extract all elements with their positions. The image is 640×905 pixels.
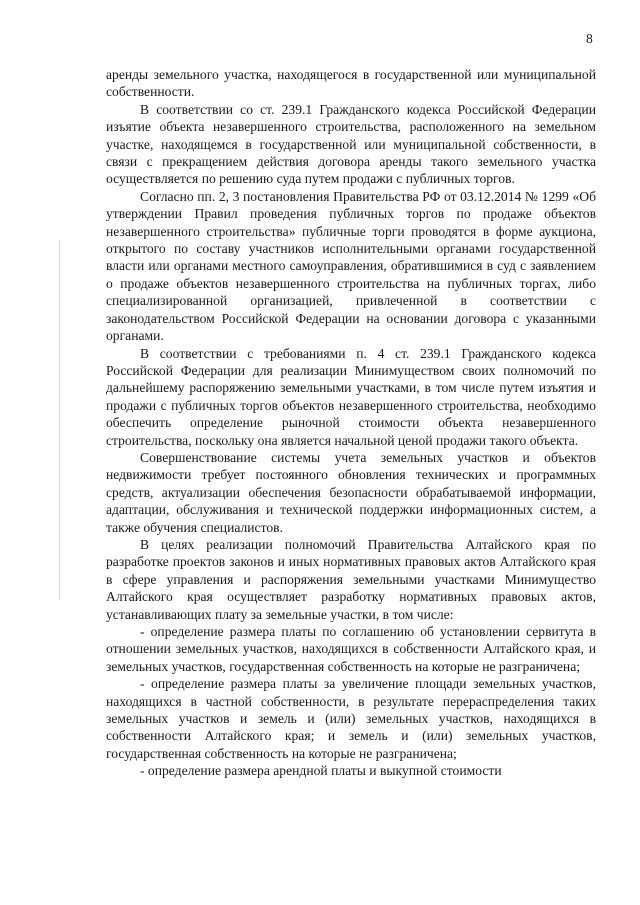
list-item-rent-and-purchase: - определение размера арендной платы и выкупной стоимости — [140, 763, 502, 779]
paragraph-continuation: аренды земельного участка, находящегося в государственной или муниципальной собственности. — [106, 67, 596, 100]
paragraph-article-239-1: В соответствии со ст. 239.1 Гражданского кодекса Российской Федерации изъятие объекта незавершенного строительства, расположенного на земельном участке, находящемся в государственной или муниципальной собственности, в связи с прекращением действия договора аренды такого земельного участка осуществляется по решению суда путем продажи с публичных торгов. — [106, 101, 596, 187]
list-item-area-increase-fee: - определение размера платы за увеличение площади земельных участков, находящихся в частной собственности, в результате перераспределения таких земельных участков и земель и (или) земельных участков, находящихся в собственности Алтайского края; и земель и (или) земельных участков, государственная собственность на которые не разграничена; — [106, 676, 596, 761]
page-number: 8 — [586, 31, 593, 46]
paragraph-resolution-1299: Согласно пп. 2, 3 постановления Правительства РФ от 03.12.2014 № 1299 «Об утверждении Правил проведения публичных торгов по продаже объектов незавершенного строительства» публичные торги проводятся в форме аукциона, открытого по составу участников исполнительными органами государственной власти или органами местного самоуправления, обратившимися в суд с заявлением о продаже объектов незавершенного строительства на публичных торгах, либо специализированной организацией, привлеченной в соответствии с законодательством Российской Федерации на основании договора с указанными органами. — [106, 188, 596, 344]
document-body — [106, 66, 596, 780]
scan-margin-line — [59, 240, 60, 600]
list-item-servitude-fee: - определение размера платы по соглашению об установлении сервитута в отношении земельных участков, находящихся в собственности Алтайского края, и земельных участков, государственная собственность на которые не разграничена; — [106, 624, 596, 674]
paragraph-accounting-system: Совершенствование системы учета земельных участков и объектов недвижимости требует постоянного обновления технических и программных средств, актуализации обеспечения безопасности обрабатываемой информации, адаптации, обслуживания и технической поддержки информационных систем, а также обучения специалистов. — [106, 449, 596, 535]
paragraph-article-239-1-p4: В соответствии с требованиями п. 4 ст. 239.1 Гражданского кодекса Российской Федерации для реализации Минимуществом своих полномочий по дальнейшему распоряжению земельными участками, в том числе путем изъятия и продажи с публичных торгов объектов незавершенного строительства, необходимо обеспечить определение рыночной стоимости объекта незавершенного строительства, поскольку она является начальной ценой продажи такого объекта. — [106, 345, 596, 448]
paragraph-government-powers: В целях реализации полномочий Правительства Алтайского края по разработке проектов законов и иных нормативных правовых актов Алтайского края в сфере управления и распоряжения земельными участками Минимущество Алтайского края осуществляет разработку нормативных правовых актов, устанавливающих плату за земельные участки, в том числе: — [106, 536, 596, 622]
